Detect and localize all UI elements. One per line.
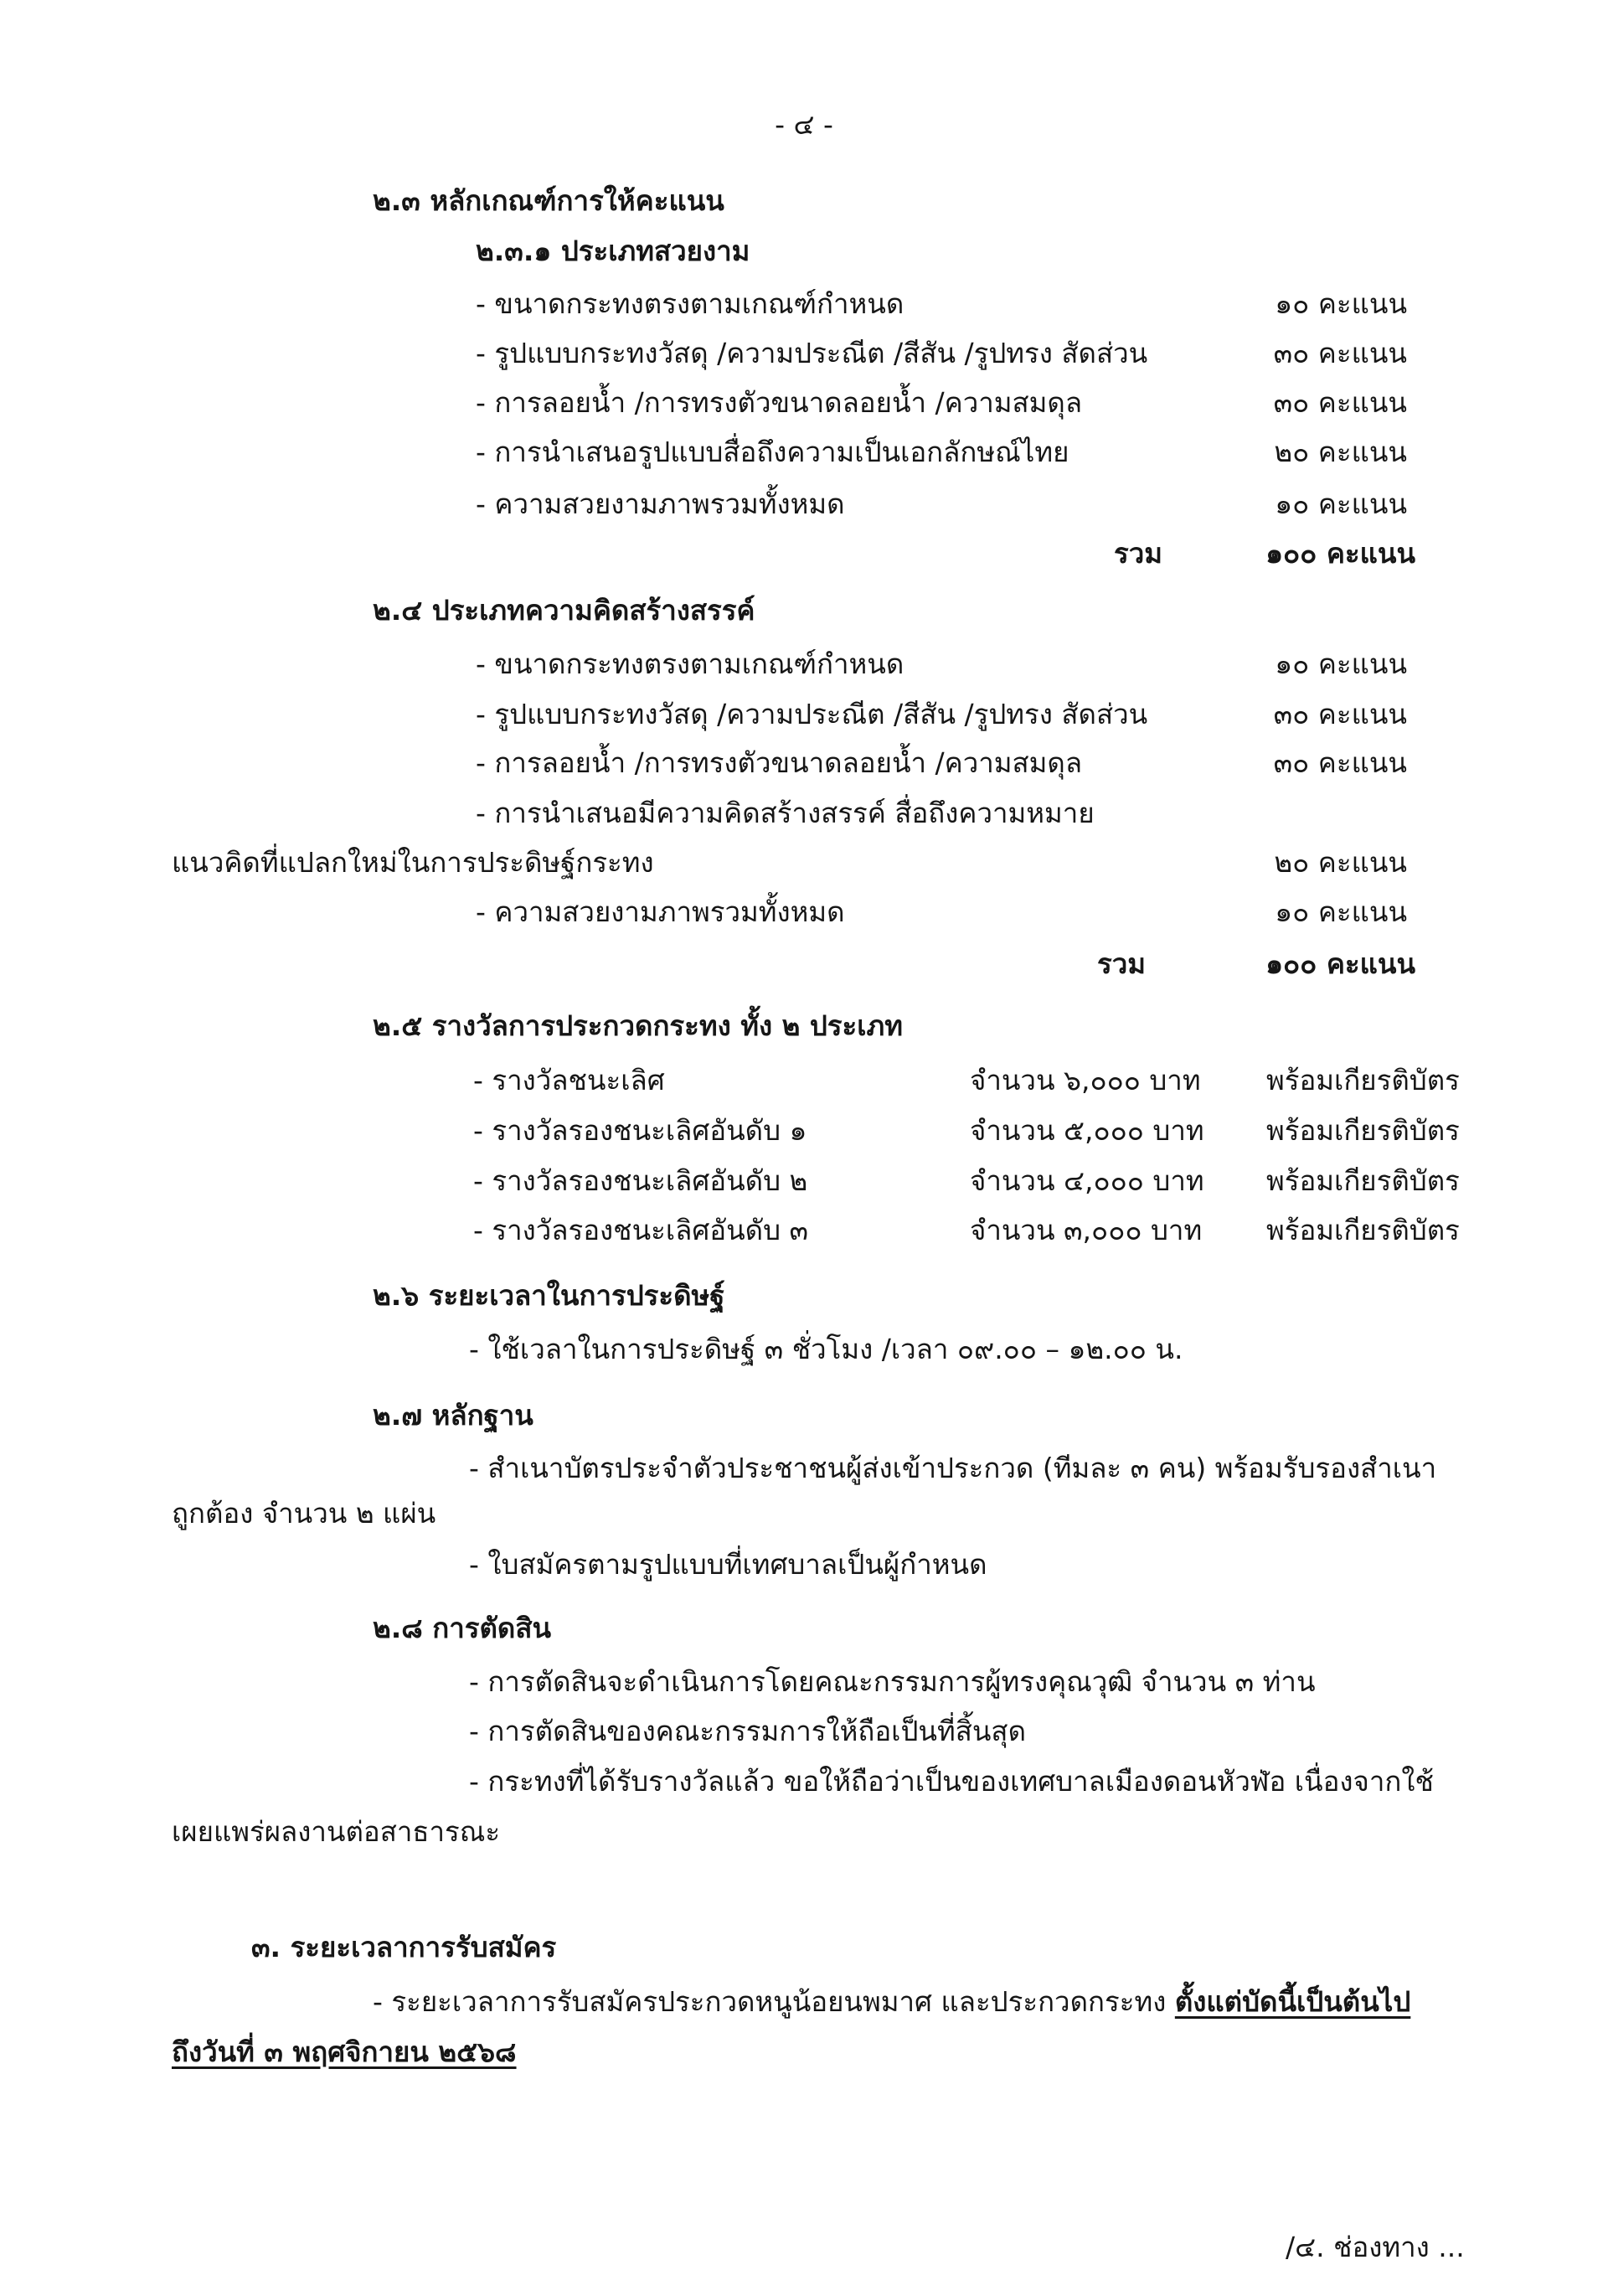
judging-item-continuation: เผยแพร่ผลงานต่อสาธารณะ: [172, 1815, 501, 1848]
judging-item: - กระทงที่ได้รับรางวัลแล้ว ขอให้ถือว่าเป็นของเทศบาลเมืองดอนหัวฬ่อ เนื่องจากใช้: [469, 1765, 1434, 1798]
section-2-7-heading: ๒.๗ หลักฐาน: [373, 1399, 533, 1432]
total-score: ๑๐๐ คะแนน: [1265, 537, 1415, 570]
prize-amount: จำนวน ๔,๐๐๐ บาท: [970, 1164, 1204, 1197]
criteria-item-score: ๑๐ คะแนน: [1275, 648, 1407, 680]
section-2-3-heading: ๒.๓ หลักเกณฑ์การให้คะแนน: [373, 184, 724, 217]
criteria-item-continuation: แนวคิดที่แปลกใหม่ในการประดิษฐ์กระทง: [172, 846, 654, 879]
prize-name: - รางวัลรองชนะเลิศอันดับ ๑: [473, 1114, 807, 1147]
prize-amount: จำนวน ๖,๐๐๐ บาท: [970, 1064, 1201, 1096]
prize-certificate: พร้อมเกียรติบัตร: [1266, 1114, 1460, 1147]
page-number: - ๔ -: [775, 108, 833, 141]
registration-period-text: - ระยะเวลาการรับสมัครประกวดหนูน้อยนพมาศ และประกวดกระทง: [373, 1985, 1167, 2018]
section-2-5-heading: ๒.๕ รางวัลการประกวดกระทง ทั้ง ๒ ประเภท: [373, 1009, 904, 1042]
prize-certificate: พร้อมเกียรติบัตร: [1266, 1214, 1460, 1246]
continuation-footer: /๔. ช่องทาง ...: [1286, 2231, 1465, 2263]
criteria-item-label: - ขนาดกระทงตรงตามเกณฑ์กำหนด: [476, 648, 904, 680]
prize-certificate: พร้อมเกียรติบัตร: [1266, 1164, 1460, 1197]
evidence-item: - สำเนาบัตรประจำตัวประชาชนผู้ส่งเข้าประกวด (ทีมละ ๓ คน) พร้อมรับรองสำเนา: [469, 1452, 1437, 1484]
criteria-item-label: - ขนาดกระทงตรงตามเกณฑ์กำหนด: [476, 287, 904, 320]
criteria-item-label: - การลอยน้ำ /การทรงตัวขนาดลอยน้ำ /ความสมดุล: [476, 746, 1083, 779]
section-2-6-heading: ๒.๖ ระยะเวลาในการประดิษฐ์: [373, 1279, 725, 1312]
criteria-item-score: ๑๐ คะแนน: [1275, 488, 1407, 520]
prize-amount: จำนวน ๕,๐๐๐ บาท: [970, 1114, 1204, 1147]
registration-deadline: ถึงวันที่ ๓ พฤศจิกายน ๒๕๖๘: [172, 2035, 517, 2068]
criteria-item-score: ๓๐ คะแนน: [1273, 337, 1407, 369]
evidence-item-continuation: ถูกต้อง จำนวน ๒ แผ่น: [172, 1497, 436, 1530]
criteria-item-label: - รูปแบบกระทงวัสดุ /ความประณีต /สีสัน /รูปทรง สัดส่วน: [476, 698, 1148, 730]
criteria-item-score: ๓๐ คะแนน: [1273, 698, 1407, 730]
total-label: รวม: [1097, 947, 1147, 980]
prize-amount: จำนวน ๓,๐๐๐ บาท: [970, 1214, 1203, 1246]
prize-certificate: พร้อมเกียรติบัตร: [1266, 1064, 1460, 1096]
evidence-item: - ใบสมัครตามรูปแบบที่เทศบาลเป็นผู้กำหนด: [469, 1548, 987, 1581]
criteria-item-score: ๑๐ คะแนน: [1275, 287, 1407, 320]
criteria-item-label: - การนำเสนอมีความคิดสร้างสรรค์ สื่อถึงความหมาย: [476, 797, 1095, 829]
registration-start-emphasis: ตั้งแต่บัดนี้เป็นต้นไป: [1174, 1985, 1411, 2018]
criteria-item-label: - การลอยน้ำ /การทรงตัวขนาดลอยน้ำ /ความสมดุล: [476, 386, 1083, 419]
total-score: ๑๐๐ คะแนน: [1265, 947, 1415, 980]
criteria-item-label: - รูปแบบกระทงวัสดุ /ความประณีต /สีสัน /รูปทรง สัดส่วน: [476, 337, 1148, 369]
registration-period: [373, 1983, 1410, 2021]
judging-item: - การตัดสินจะดำเนินการโดยคณะกรรมการผู้ทรงคุณวุฒิ จำนวน ๓ ท่าน: [469, 1665, 1316, 1698]
section-2-4-heading: ๒.๔ ประเภทความคิดสร้างสรรค์: [373, 594, 755, 627]
prize-name: - รางวัลรองชนะเลิศอันดับ ๓: [473, 1214, 809, 1246]
section-2-8-heading: ๒.๘ การตัดสิน: [373, 1612, 552, 1644]
criteria-item-score: ๓๐ คะแนน: [1273, 386, 1407, 419]
criteria-item-score: ๑๐ คะแนน: [1275, 895, 1407, 928]
criteria-item-label: - ความสวยงามภาพรวมทั้งหมด: [476, 895, 845, 928]
duration-text: - ใช้เวลาในการประดิษฐ์ ๓ ชั่วโมง /เวลา ๐๙.๐๐ – ๑๒.๐๐ น.: [469, 1333, 1183, 1365]
criteria-item-score: ๒๐ คะแนน: [1274, 436, 1407, 468]
criteria-item-score: ๓๐ คะแนน: [1273, 746, 1407, 779]
prize-name: - รางวัลรองชนะเลิศอันดับ ๒: [473, 1164, 808, 1197]
criteria-item-score: ๒๐ คะแนน: [1274, 846, 1407, 879]
prize-name: - รางวัลชนะเลิศ: [473, 1064, 665, 1096]
total-label: รวม: [1114, 537, 1163, 570]
judging-item: - การตัดสินของคณะกรรมการให้ถือเป็นที่สิ้นสุด: [469, 1715, 1026, 1747]
section-3-heading: ๓. ระยะเวลาการรับสมัคร: [251, 1931, 557, 1963]
section-2-3-1-heading: ๒.๓.๑ ประเภทสวยงาม: [476, 235, 750, 267]
criteria-item-label: - การนำเสนอรูปแบบสื่อถึงความเป็นเอกลักษณ์ไทย: [476, 436, 1069, 468]
criteria-item-label: - ความสวยงามภาพรวมทั้งหมด: [476, 488, 845, 520]
